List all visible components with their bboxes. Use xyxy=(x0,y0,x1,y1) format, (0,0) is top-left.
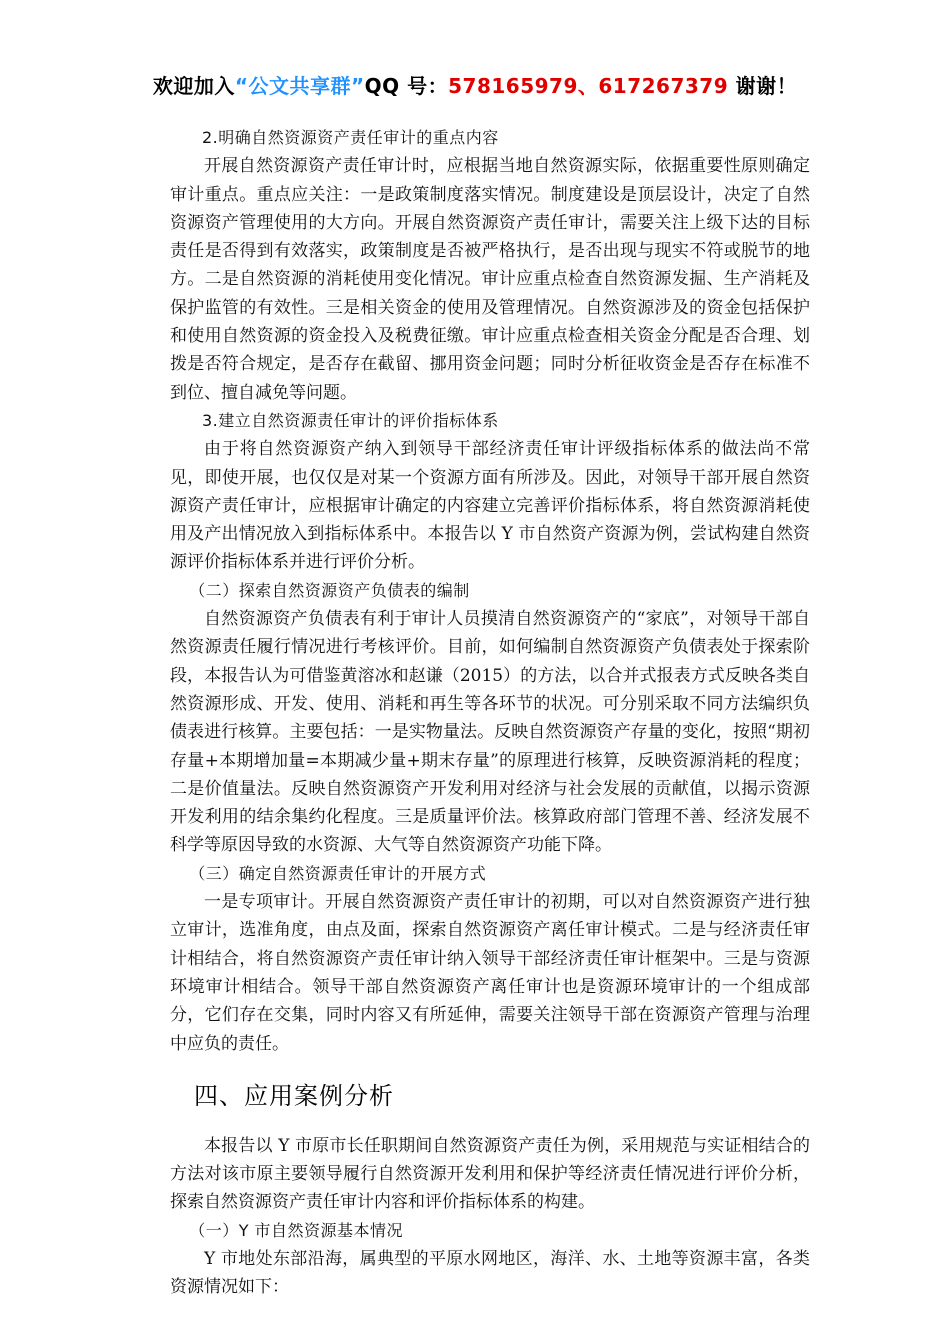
promo-banner xyxy=(0,70,950,99)
banner-suffix: 谢谢！ xyxy=(728,74,798,98)
document-body xyxy=(170,124,810,1302)
banner-qq-label: QQ 号： xyxy=(364,74,449,98)
section-heading-y-city: （一）Y 市自然资源基本情况 xyxy=(189,1220,404,1240)
chapter-heading-case-analysis: 四、应用案例分析 xyxy=(194,1081,394,1110)
banner-group-name: “公文共享群” xyxy=(234,74,365,98)
section-heading-balance-sheet: （二）探索自然资源资产负债表的编制 xyxy=(189,580,470,600)
section-heading-2: 2.明确自然资源资产责任审计的重点内容 xyxy=(202,128,499,147)
paragraph-y-city: Y 市地处东部沿海，属典型的平原水网地区，海洋、水、土地等资源丰富，各类资源情况如下： xyxy=(170,1248,810,1298)
banner-prefix: 欢迎加入 xyxy=(152,74,235,98)
section-heading-audit-mode: （三）确定自然资源责任审计的开展方式 xyxy=(189,863,487,883)
paragraph-audit-focus: 开展自然资源资产责任审计时，应根据当地自然资源实际，依据重要性原则确定审计重点。重点应关注：一是政策制度落实情况。制度建设是顶层设计，决定了自然资源资产管理使用的大方向。开展自然资源资产责任审计，需要关注上级下达的目标责任是否得到有效落实，政策制度是否被严格执行，是否出现与现实不符或脱节的地方。二是自然资源的消耗使用变化情况。审计应重点检查自然资源发掘、生产消耗及保护监管的有效性。三是相关资金的使用及管理情况。自然资源涉及的资金包括保护和使用自然资源的资金投入及税费征缴。审计应重点检查相关资金分配是否合理、划拨是否符合规定，是否存在截留、挪用资金问题；同时分析征收资金是否存在标准不到位、擅自减免等问题。 xyxy=(170,156,810,403)
paragraph-balance-sheet: 自然资源资产负债表有利于审计人员摸清自然资源资产的“家底”，对领导干部自然资源责任履行情况进行考核评价。目前，如何编制自然资源资产负债表处于探索阶段，本报告认为可借鉴黄溶冰和赵谦（2015）的方法，以合并式报表方式反映各类自然资源形成、开发、使用、消耗和再生等各环节的状况。可分别采取不同方法编织负债表进行核算。主要包括：一是实物量法。反映自然资源资产存量的变化，按照“期初存量+本期增加量=本期减少量+期末存量”的原理进行核算，反映资源消耗的程度；二是价值量法。反映自然资源资产开发利用对经济与社会发展的贡献值，以揭示资源开发利用的结余集约化程度。三是质量评价法。核算政府部门管理不善、经济发展不科学等原因导致的水资源、大气等自然资源资产功能下降。 xyxy=(170,609,810,856)
paragraph-audit-mode: 一是专项审计。开展自然资源资产责任审计的初期，可以对自然资源资产进行独立审计，选准角度，由点及面，探索自然资源资产离任审计模式。二是与经济责任审计相结合，将自然资源资产责任审计纳入领导干部经济责任审计框架中。三是与资源环境审计相结合。领导干部自然资源资产离任审计也是资源环境审计的一个组成部分，它们存在交集，同时内容又有所延伸，需要关注领导干部在资源资产管理与治理中应负的责任。 xyxy=(170,892,810,1054)
paragraph-evaluation-index: 由于将自然资源资产纳入到领导干部经济责任审计评级指标体系的做法尚不常见，即使开展，也仅仅是对某一个资源方面有所涉及。因此，对领导干部开展自然资源资产责任审计，应根据审计确定的内容建立完善评价指标体系，将自然资源消耗使用及产出情况放入到指标体系中。本报告以 Y 市自然资产资源为例，尝试构建自然资源评价指标体系并进行评价分析。 xyxy=(170,439,810,573)
section-heading-3: 3.建立自然资源责任审计的评价指标体系 xyxy=(202,410,499,430)
paragraph-case-intro: 本报告以 Y 市原市长任职期间自然资源资产责任为例，采用规范与实证相结合的方法对该市原主要领导履行自然资源开发利用和保护等经济责任情况进行评价分析，探索自然资源资产责任审计内容和评价指标体系的构建。 xyxy=(170,1135,810,1213)
banner-qq-numbers: 578165979、617267379 xyxy=(448,74,729,98)
